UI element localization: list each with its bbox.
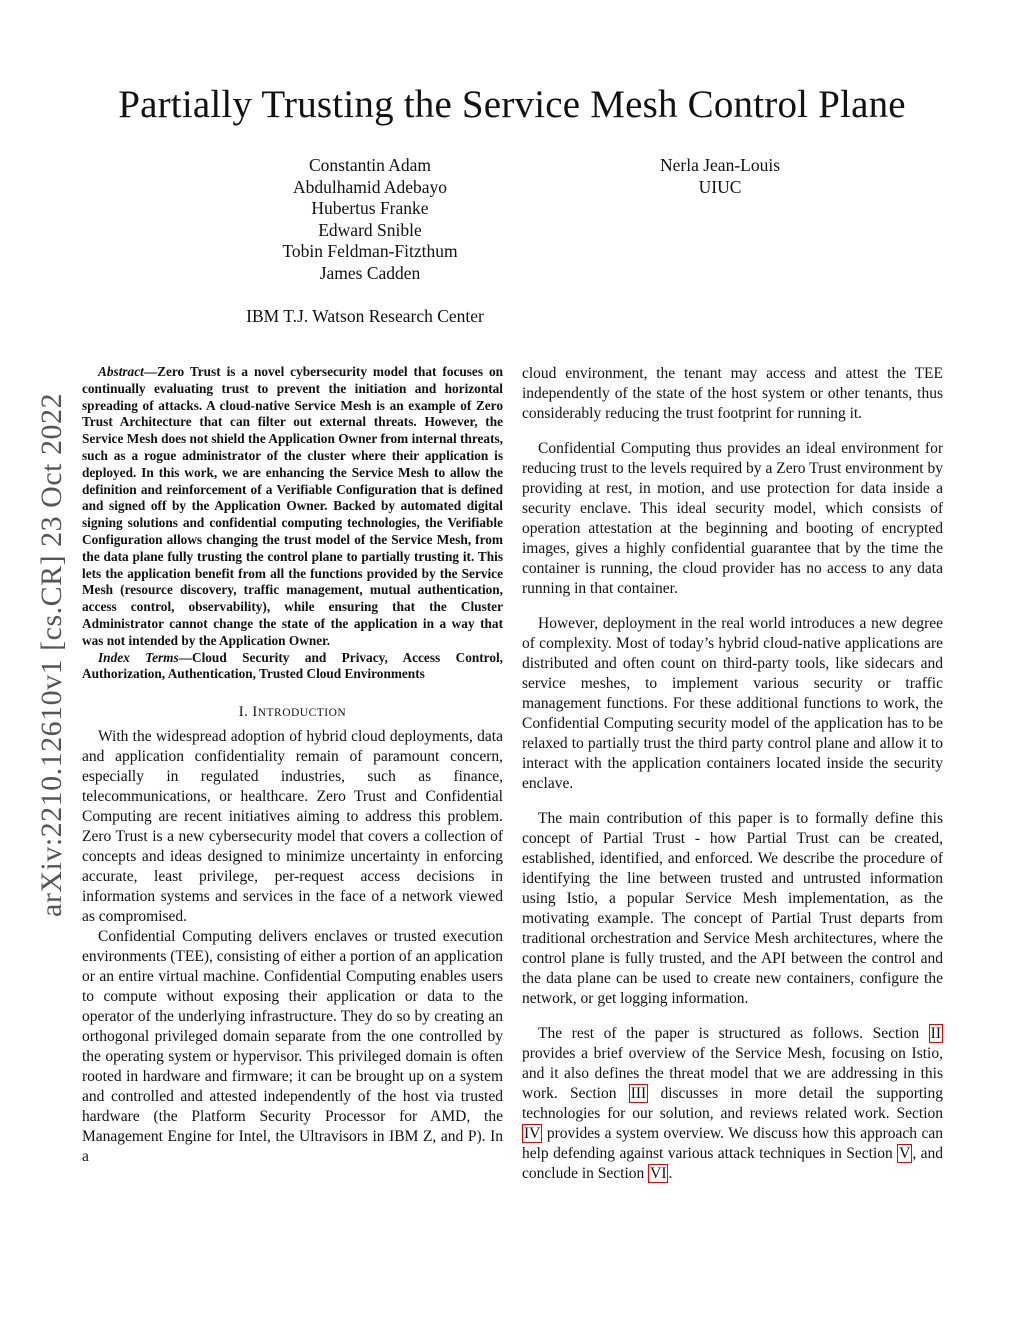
outline-text: discusses in more detail the supporting technologies for our solution, and reviews related work. Section xyxy=(522,1085,943,1122)
author-list-ibm xyxy=(230,155,510,284)
outline-text: The rest of the paper is structured as follows. Section xyxy=(538,1025,929,1042)
paragraph: Confidential Computing thus provides an ideal environment for reducing trust to the levels required by a Zero Trust environment by providing at rest, in motion, and use protection for data inside a security enclave. This ideal security model, which consists of operation attestation at the beginning and booting of encrypted images, gives a highly confidential guarantee that by the time the container is running, the cloud provider has no access to any data running in that container. xyxy=(522,440,943,597)
author-list-uiuc xyxy=(620,155,820,198)
abstract-text: —Zero Trust is a novel cybersecurity model that focuses on continually evaluating trust to prevent the initiation and horizontal spreading of attacks. A cloud-native Service Mesh is an example of Zero Trust Architecture that can filter out external threats. However, the Service Mesh does not shield the Application Owner from internal threats, such as a rogue administrator of the cluster where their application is deployed. In this work, we are enhancing the Service Mesh to allow the definition and reinforcement of a Verifiable Configuration that is defined and signed off by the Application Owner. Backed by automated digital signing solutions and confidential computing technologies, the Verifiable Configuration allows changing the trust model of the Service Mesh, from the data plane fully trusting the control plane to partially trusting it. This lets the application benefit from all the functions provided by the Service Mesh (resource discovery, traffic management, mutual authentication, access control, observability), while ensuring that the Cluster Administrator cannot change the state of the application in a way that was not intended by the Application Owner. xyxy=(82,364,503,648)
author-name: Hubertus Franke xyxy=(311,198,429,218)
paragraph-outline xyxy=(522,1024,943,1184)
abstract xyxy=(82,364,503,650)
arxiv-identifier: arXiv:2210.12610v1 [cs.CR] 23 Oct 2022 xyxy=(35,393,68,917)
author-name: Nerla Jean-Louis xyxy=(659,155,781,175)
author-name: Constantin Adam xyxy=(308,155,431,175)
section-ref-link[interactable]: II xyxy=(930,1025,941,1042)
outline-text: provides a brief overview of the Service Mesh, focusing on Istio, and it also defines the threat model that we are addressing in this work. Section xyxy=(522,1045,943,1102)
author-name: Tobin Feldman-Fitzthum xyxy=(282,241,458,261)
section-heading-introduction xyxy=(82,704,503,721)
section-ref-link[interactable]: III xyxy=(630,1085,647,1102)
paragraph: Confidential Computing delivers enclaves or trusted execution environments (TEE), consisting of either a portion of an application or an entire virtual machine. Confidential Computing enables users to compute without exposing their application or data to the operator of the underlying infrastructure. They do so by creating an orthogonal privileged domain separate from the one controlled by the operating system or hypervisor. This privileged domain is often rooted in hardware and firmware; it can be brought up on a system and controlled and attested independently of the host via trusted hardware (the Platform Security Processor for AMD, the Management Engine for Intel, the Ultravisors in IBM Z, and P). In a xyxy=(82,928,503,1166)
section-ref-link[interactable]: IV xyxy=(524,1125,541,1142)
author-name: James Cadden xyxy=(319,262,421,283)
index-terms xyxy=(82,650,503,684)
section-title-rest: NTRODUCTION xyxy=(257,707,347,720)
outline-text: , and conclude in Section xyxy=(522,1145,944,1182)
paragraph: With the widespread adoption of hybrid cloud deployments, data and application confidentiality remain of paramount concern, especially in regulated industries, such as finance, telecommunications, or healthcare. Zero Trust and Confidential Computing are recent initiatives aiming to address this problem. Zero Trust is a new cybersecurity model that covers a collection of concepts and ideas designed to minimize uncertainty in enforcing accurate, least privilege, per-request access decisions in information systems and services in the face of a network viewed as compromised. xyxy=(82,728,503,926)
paragraph: However, deployment in the real world introduces a new degree of complexity. Most of today’s hybrid cloud-native applications are distributed and often count on third-party tools, like sidecars and service meshes, to implement various security or traffic management functions. For these additional functions to work, the Confidential Computing security model of the application has to be relaxed to partially trust the third party control plane and allow it to interact with the application containers located inside the security enclave. xyxy=(522,615,943,792)
left-column xyxy=(82,364,503,1167)
abstract-label: Abstract xyxy=(98,364,144,379)
outline-text: . xyxy=(668,1165,673,1182)
author-name: Abdulhamid Adebayo xyxy=(292,176,448,197)
index-terms-label: Index Terms xyxy=(98,649,179,665)
paragraph: The main contribution of this paper is to formally define this concept of Partial Trust - how Partial Trust can be created, established, identified, and enforced. We describe the procedure of identifying the line between trusted and untrusted information using Istio, a popular Service Mesh implementation, as the motivating example. The concept of Partial Trust departs from traditional orchestration and Service Mesh architectures, where the control plane is fully trusted, and the API between the control and the data plane can be used to create new containers, configure the network, or get logging information. xyxy=(522,810,943,1007)
section-first-letter: I xyxy=(252,704,258,721)
right-column xyxy=(522,364,943,1199)
paragraph: cloud environment, the tenant may access and attest the TEE independently of the state of the host system or other tenants, thus considerably reducing the trust footprint for running it. xyxy=(522,365,943,422)
section-ref-link[interactable]: V xyxy=(899,1145,911,1162)
section-numeral: I. xyxy=(238,704,249,721)
section-ref-link[interactable]: VI xyxy=(650,1165,667,1182)
index-terms-text: —Cloud Security and Privacy, Access Control, Authorization, Authentication, Trusted Cloud Environments xyxy=(82,649,503,682)
affiliation: IBM T.J. Watson Research Center xyxy=(246,306,484,326)
paper-title: Partially Trusting the Service Mesh Control Plane xyxy=(118,83,906,126)
author-name: Edward Snible xyxy=(318,219,422,240)
outline-text: provides a system overview. We discuss how this approach can help defending against various attack techniques in Section xyxy=(522,1125,943,1162)
author-affiliation: UIUC xyxy=(698,176,742,197)
